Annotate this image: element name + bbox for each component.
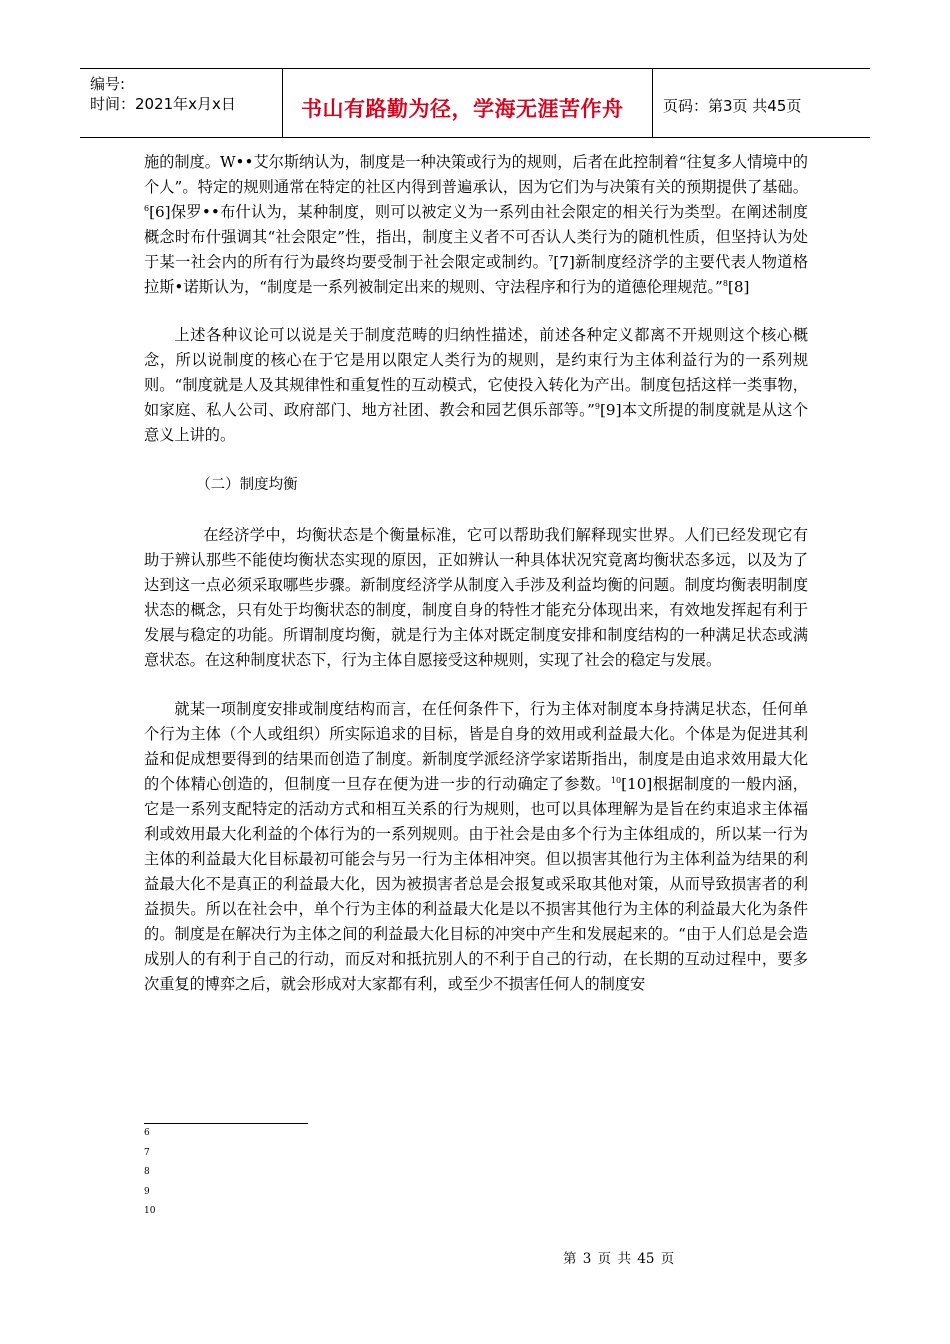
- header-page-cell: [653, 69, 870, 137]
- document-body: [144, 150, 808, 997]
- p1-text-3: [7]新制度经济学的主要代表人物道格拉斯•诺斯认为，“制度是一系列被制定出来的规则、守法程序和行为的道德伦理规范。”: [144, 253, 809, 296]
- p1-text-2: [6]保罗••布什认为，某种制度，则可以被定义为一系列由社会限定的相关行为类型。在阐述制度概念时布什强调其“社会限定”性，指出，制度主义者不可否认人类行为的随机性质，但坚持认为处于某一社会内的所有行为最终均要受制于社会限定或制约。: [144, 203, 808, 271]
- footnote-item: 7: [144, 1147, 150, 1158]
- footnote-item: 8: [144, 1167, 150, 1178]
- footnote-divider: [144, 1123, 308, 1124]
- paragraph-3: 在经济学中，均衡状态是个衡量标准，它可以帮助我们解释现实世界。人们已经发现它有助于辨认那些不能使均衡状态实现的原因，正如辨认一种具体状况究竟离均衡状态多远，以及为了达到这一点必须采取哪些步骤。新制度经济学从制度入手涉及利益均衡的问题。制度均衡表明制度状态的概念，只有处于均衡状态的制度，制度自身的特性才能充分体现出来，有效地发挥起有利于发展与稳定的功能。所谓制度均衡，就是行为主体对既定制度安排和制度结构的一种满足状态或满意状态。在这种制度状态下，行为主体自愿接受这种规则，实现了社会的稳定与发展。: [144, 526, 808, 669]
- header-motto: 书山有路勤为径，学海无涯苦作舟: [301, 97, 624, 121]
- number-label: 编号:: [90, 75, 126, 93]
- time-label: 时间：2021年x月x日: [90, 95, 236, 113]
- paragraph-2: [144, 323, 808, 448]
- paragraph-1: [144, 150, 808, 300]
- header-page-info: 页码：第3页 共45页: [663, 97, 802, 115]
- paragraph-4: [144, 697, 808, 997]
- header-meta-cell: [80, 69, 283, 137]
- p4-text-2: [10]根据制度的一般内涵，它是一系列支配特定的活动方式和相互关系的行为规则，也可以具体理解为是旨在约束追求主体福利或效用最大化利益的个体行为的一系列规则。由于社会是由多个行为主体组成的，所以某一行为主体的利益最大化目标最初可能会与另一行为主体相冲突。但以损害其他行为主体利益为结果的利益最大化不是真正的利益最大化，因为被损害者总是会报复或采取其他对策，从而导致损害者的利益损失。所以在社会中，单个行为主体的利益最大化是以不损害其他行为主体的利益最大化为条件的。制度是在解决行为主体之间的利益最大化目标的冲突中产生和发展起来的。“由于人们总是会造成别人的有利于自己的行动，而反对和抵抗别人的不利于自己的行动，在长期的互动过程中，要多次重复的博弈之后，就会形成对大家都有利，或至少不损害任何人的制度安: [144, 775, 808, 993]
- p1-text-4: [8]: [727, 278, 750, 296]
- footer-page-number: 第 3 页 共 45 页: [563, 1251, 675, 1267]
- footnote-item: 6: [144, 1128, 150, 1138]
- header-motto-cell: [283, 69, 653, 137]
- p4-text-1: 就某一项制度安排或制度结构而言，在任何条件下，行为主体对制度本身持满足状态，任何单个行为主体（个人或组织）所实际追求的目标，皆是自身的效用或利益最大化。个体是为促进其利益和促成想要得到的结果而创造了制度。新制度学派经济学家诺斯指出，制度是由追求效用最大化的个体精心创造的，但制度一旦存在便为进一步的行动确定了参数。: [144, 700, 808, 793]
- footnote-ref-9[interactable]: 9: [594, 401, 600, 411]
- p2-text-2: [9]本文所提的制度就是从这个意义上讲的。: [144, 401, 809, 444]
- footnote-item: 10: [144, 1206, 156, 1217]
- footnote-ref-10[interactable]: 10: [610, 775, 622, 785]
- p1-text-1: 施的制度。W••艾尔斯纳认为，制度是一种决策或行为的规则，后者在此控制着“往复多人情境中的个人”。特定的规则通常在特定的社区内得到普遍承认，因为它们为与决策有关的预期提供了基础。: [144, 153, 808, 196]
- footnote-ref-8[interactable]: 8: [722, 278, 728, 288]
- footnote-item: 9: [144, 1186, 150, 1197]
- p2-text-1: 上述各种议论可以说是关于制度范畴的归纳性描述，前述各种定义都离不开规则这个核心概念，所以说制度的核心在于它是用以限定人类行为的规则，是约束行为主体利益行为的一系列规则。“制度就是人及其规律性和重复性的互动模式，它使投入转化为产出。制度包括这样一类事物，如家庭、私人公司、政府部门、地方社团、教会和园艺俱乐部等。”: [144, 326, 808, 419]
- document-header: [80, 68, 870, 138]
- footnote-list: [144, 1128, 155, 1226]
- footnote-ref-7[interactable]: 7: [548, 253, 554, 263]
- footnote-ref-6[interactable]: 6: [144, 203, 150, 213]
- section-heading: （二）制度均衡: [196, 477, 298, 493]
